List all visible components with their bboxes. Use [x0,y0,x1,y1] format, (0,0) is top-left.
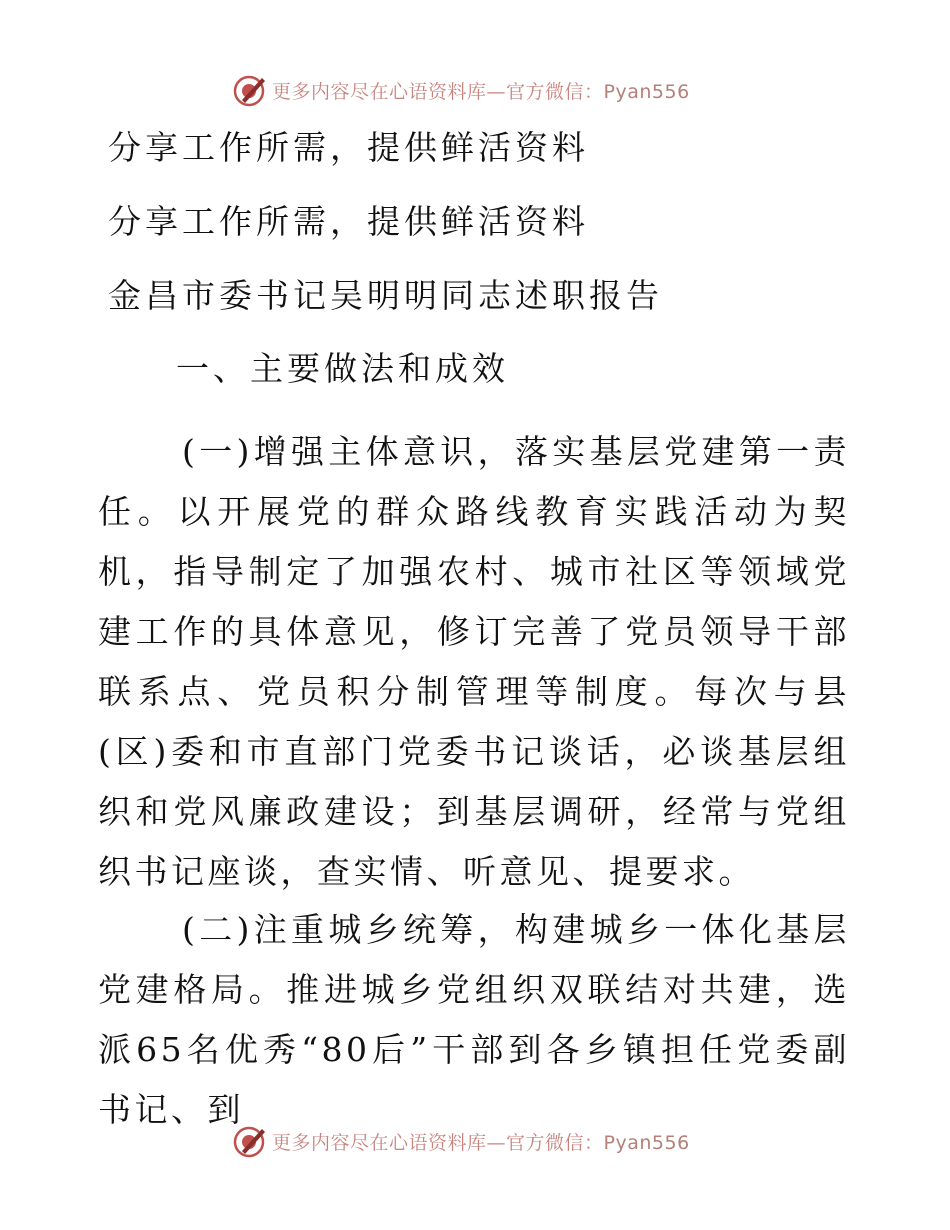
paragraph-2-text: (二)注重城乡统筹，构建城乡一体化基层党建格局。推进城乡党组织双联结对共建，选派65名优秀“80后”干部到各乡镇担任党委副书记、到 [98,910,850,1129]
pen-logo-icon [232,1123,268,1159]
watermark-banner-bottom [232,1121,690,1161]
share-line-1: 分享工作所需，提供鲜活资料 [108,128,589,167]
paragraph-1-text: (一)增强主体意识，落实基层党建第一责任。以开展党的群众路线教育实践活动为契机，指导制定了加强农村、城市社区等领域党建工作的具体意见，修订完善了党员领导干部联系点、党员积分制管理等制度。每次与县(区)委和市直部门党委书记谈话，必谈基层组织和党风廉政建设；到基层调研，经常与党组织书记座谈，查实情、听意见、提要求。 [98,432,850,891]
share-line-2: 分享工作所需，提供鲜活资料 [108,202,589,241]
pen-logo-icon [232,72,268,108]
section-heading-1: 一、主要做法和成效 [176,349,509,388]
watermark-text-top: 更多内容尽在心语资料库—官方微信：Pyan556 [272,80,690,103]
document-title: 金昌市委书记吴明明同志述职报告 [108,276,663,315]
wechat-id-bottom: Pyan556 [603,1131,690,1154]
paragraph-1 [98,422,850,902]
wechat-id-top: Pyan556 [603,80,690,103]
paragraph-2 [98,900,850,1140]
watermark-banner-top [232,70,690,110]
watermark-text-bottom: 更多内容尽在心语资料库—官方微信：Pyan556 [272,1131,690,1154]
